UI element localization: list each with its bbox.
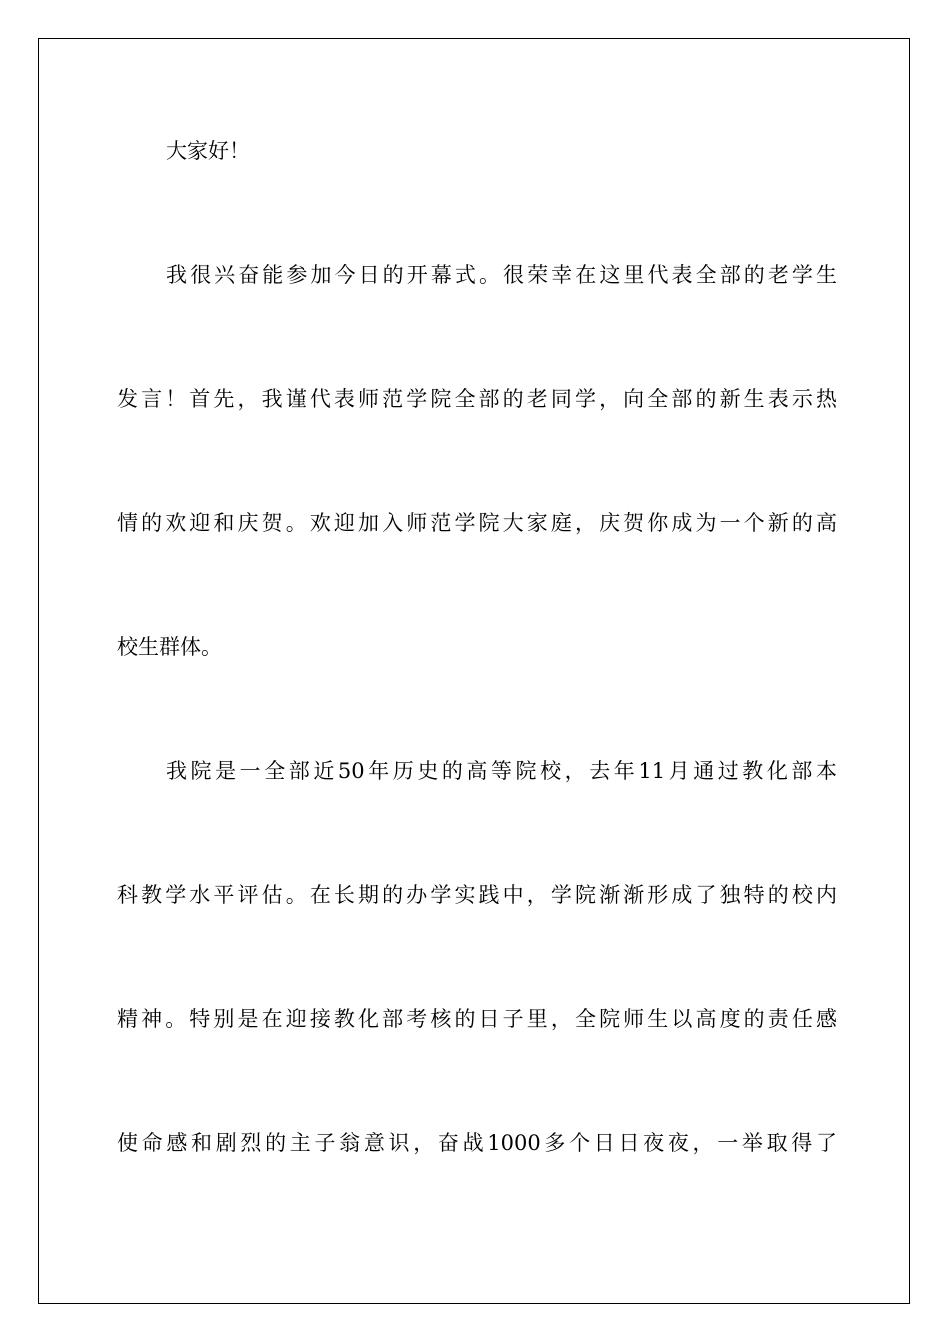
paragraph-2-line-4: 使命感和剧烈的主子翁意识，奋战1000多个日日夜夜，一举取得了 [117,1131,837,1155]
page-border [38,38,910,1304]
paragraph-1-line-3: 情的欢迎和庆贺。欢迎加入师范学院大家庭，庆贺你成为一个新的高 [117,511,837,535]
paragraph-1-line-1: 我很兴奋能参加今日的开幕式。很荣幸在这里代表全部的老学生 [166,263,837,287]
greeting-line: 大家好！ [166,139,250,163]
paragraph-1-line-2: 发言！首先，我谨代表师范学院全部的老同学，向全部的新生表示热 [117,387,837,411]
paragraph-1-line-4: 校生群体。 [117,635,222,659]
paragraph-2-line-1: 我院是一全部近50年历史的高等院校，去年11月通过教化部本 [166,759,837,783]
paragraph-2-line-2: 科教学水平评估。在长期的办学实践中，学院渐渐形成了独特的校内 [117,883,837,907]
paragraph-2-line-3: 精神。特别是在迎接教化部考核的日子里，全院师生以高度的责任感 [117,1007,837,1031]
